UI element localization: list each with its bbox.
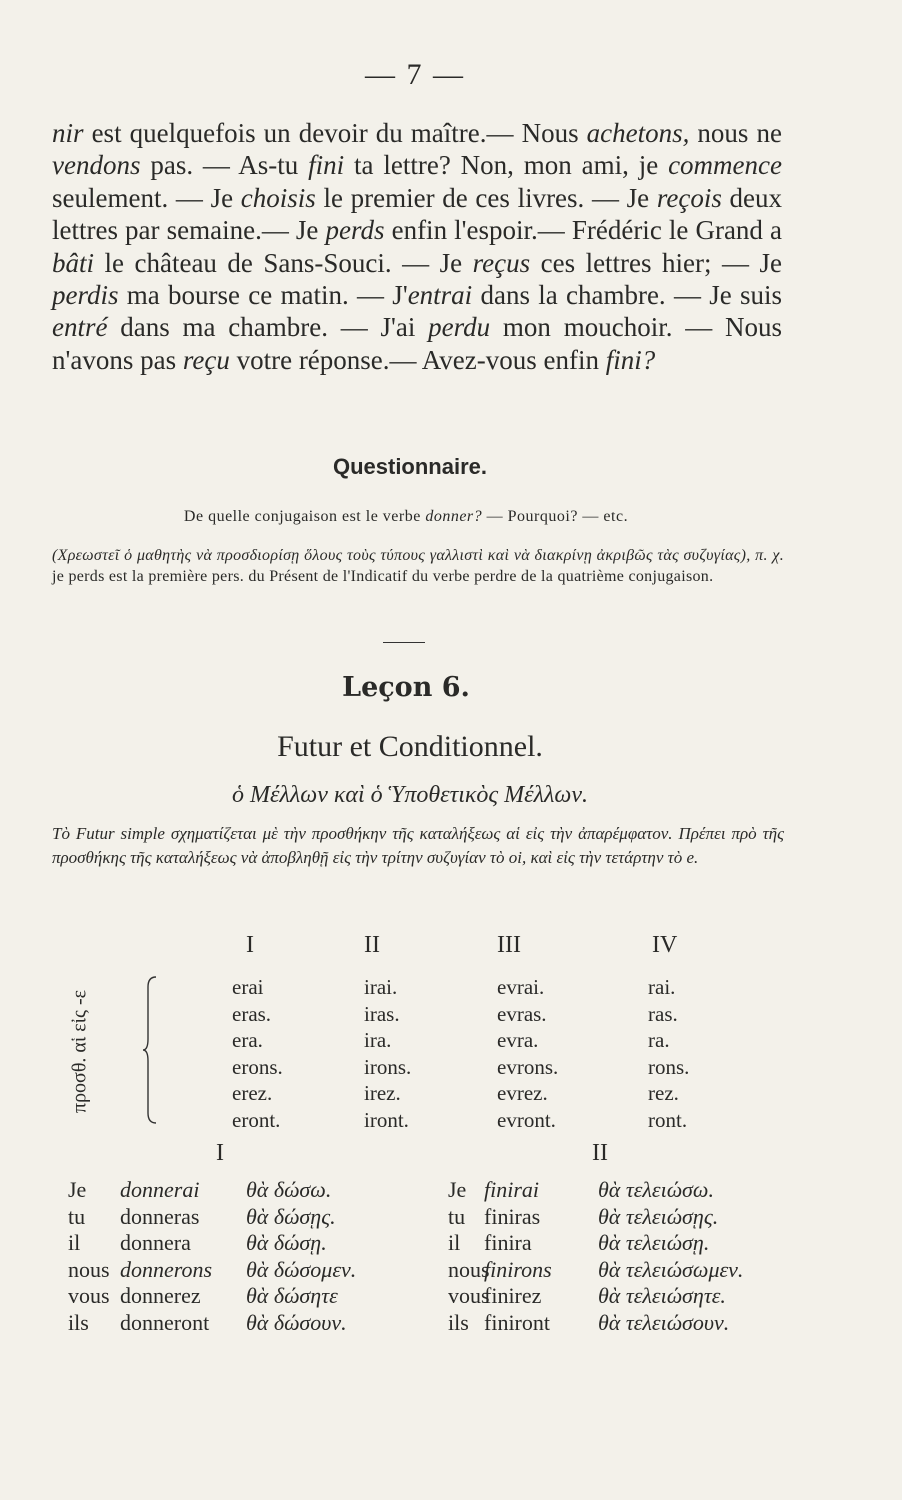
lesson-subtitle: Futur et Conditionnel. [277,730,543,763]
column-header: IV [652,932,678,958]
pronoun: il [448,1230,461,1255]
section-divider [383,642,425,643]
greek-paragraph: Τὸ Futur simple σχηματίζεται μὲ τὴν προσθήκην τῆς καταλήξεως αἱ εἰς τὴν ἀπαρέμφατον. Πρέπει πρὸ τῆς προσθήκης τῆς καταλήξεως νὰ ἀποβληθῇ εἰς τὴν τρίτην συζυγίαν τὸ oi, καὶ εἰς τὴν τετάρτην τὸ e. [52,824,784,867]
paragraph-run: entré [52,312,108,343]
ending-cell: irez. [364,1081,401,1105]
pronoun: tu [68,1203,86,1229]
pronoun: ils [68,1309,89,1335]
verb-form: finiront [484,1309,550,1335]
paragraph-run: perds [325,215,385,246]
questionnaire-note [52,545,784,587]
paragraph-run: reçus [472,247,531,278]
paragraph-run: dans la chambre. — Je suis [472,280,782,311]
greek-title: ὁ Μέλλων καὶ ὁ Ὑποθετικὸς Μέλλων. [232,782,588,808]
verb-form: finirai [484,1177,540,1202]
paragraph-run: choisis [240,182,316,213]
ending-cell: evront. [497,1107,556,1132]
ending-cell: irai. [364,975,398,999]
verb-form: donneras [120,1203,200,1229]
paragraph-run: fini? [605,344,656,375]
ending-cell: erez. [232,1081,273,1105]
paragraph-run: ma bourse ce matin. — J' [118,280,408,311]
paragraph-run: mon mouchoir. — Nous n'avons pas [52,312,782,375]
greek-translation: θὰ τελειώσῃ. [598,1230,710,1255]
paragraph-run: pas. — As-tu [140,150,309,181]
paragraph-run: est quelquefois un devoir du maître.— Nous [83,118,587,148]
paragraph-run: seulement. — Je [52,182,241,213]
ending-cell: erons. [232,1054,283,1079]
greek-translation: θὰ τελειώσῃς. [598,1203,719,1229]
ending-cell: era. [232,1028,263,1052]
note-run: je perds est la première pers. du Présent de l'Indicatif du verbe perdre de la quatrième conjugaison. [52,568,714,585]
paragraph-run: entrai [407,280,473,311]
ending-cell: evrez. [497,1081,548,1105]
pronoun: il [68,1230,81,1255]
question-run: donner? [425,508,483,525]
paragraph-run: nous ne [689,118,782,148]
verb-form: donnerai [120,1177,200,1202]
pronoun: vous [68,1283,110,1308]
column-header: I [246,932,254,958]
side-label: προσθ. αἱ εἰς -ε [68,989,91,1114]
note-run: (Χρεωστεῖ ὁ μαθητὴς νὰ προσδιορίσῃ ὅλους τοὺς τύπους γαλλιστὶ καὶ νὰ διακρίνῃ ἀκριβῶς τὰς συζυγίας), π. χ. [52,547,784,564]
ending-cell: evrai. [497,975,545,999]
brace-icon [142,975,158,1125]
paragraph-run: le château de Sans-Souci. — Je [94,247,473,278]
greek-translation: θὰ τελειώσουν. [598,1309,730,1335]
greek-translation: θὰ τελειώσωμεν. [598,1256,744,1282]
question-run: — Pourquoi? — etc. [482,508,629,525]
paragraph-run: bâti [52,247,95,278]
question-run: De quelle conjugaison est le verbe [183,508,426,525]
paragraph-run: deux lettres par semaine.— Je [52,182,782,246]
ending-cell: rai. [648,975,676,999]
ending-cell: rons. [648,1054,690,1079]
paragraph-run: commence [668,150,782,181]
pronoun: nous [68,1256,110,1282]
ending-cell: ra. [648,1028,670,1052]
paragraph-run: enfin l'espoir.— Frédéric le Grand a [384,215,782,246]
ending-cell: irons. [364,1054,412,1079]
pronoun: ils [448,1309,469,1335]
greek-translation: θὰ δώσῃ. [246,1230,327,1255]
ending-cell: eras. [232,1001,272,1026]
column-header: II [364,932,380,958]
ending-cell: iront. [364,1107,409,1132]
conjugation-header: II [592,1140,608,1166]
verb-form: donnera [120,1230,191,1255]
paragraph-run: perdu [428,312,491,343]
paragraph-run: vendons [52,150,141,181]
verb-form: donnerez [120,1283,201,1308]
paragraph-run: dans ma chambre. — J'ai [107,312,429,343]
verb-form: finiras [484,1203,541,1229]
ending-cell: eront. [232,1107,281,1132]
pronoun: Je [448,1177,467,1202]
ending-cell: evra. [497,1028,539,1052]
pronoun: vous [448,1283,490,1308]
verb-form: finirons [484,1256,552,1282]
greek-translation: θὰ δώσω. [246,1177,332,1202]
ending-cell: ront. [648,1107,688,1132]
exercise-paragraph [52,117,782,376]
greek-translation: θὰ δώσῃς. [246,1203,336,1229]
verb-form: finira [484,1230,532,1255]
pronoun: nous [448,1256,490,1282]
greek-translation: θὰ δώσομεν. [246,1256,357,1282]
paragraph-run: votre réponse.— Avez-vous enfin [229,344,606,375]
verb-form: finirez [484,1283,542,1308]
paragraph-run: reçois [656,182,722,213]
page-number: — 7 — [365,58,465,91]
ending-cell: rez. [648,1081,679,1105]
paragraph-run: perdis [52,280,119,311]
paragraph-run: reçu [182,344,230,375]
ending-cell: ras. [648,1001,678,1026]
greek-translation: θὰ τελειώσητε. [598,1283,726,1308]
questionnaire-title: Questionnaire. [332,454,488,479]
paragraph-run: ta lettre? Non, mon ami, je [344,150,669,181]
verb-form: donnerons [120,1256,213,1282]
greek-translation: θὰ δώσητε [246,1283,338,1308]
ending-cell: evrons. [497,1054,559,1079]
ending-cell: erai [232,975,264,999]
greek-translation: θὰ τελειώσω. [598,1177,714,1202]
paragraph-run: le premier de ces livres. — Je [315,182,657,213]
pronoun: tu [448,1203,466,1229]
questionnaire-question [0,508,812,526]
ending-cell: ira. [364,1028,392,1052]
column-header: III [497,932,521,958]
ending-cell: evras. [497,1001,547,1026]
paragraph-run: ces lettres hier; — Je [530,247,782,278]
paragraph-run: fini [308,150,345,181]
lesson-title: Leçon 6. [342,672,470,703]
verb-form: donneront [120,1309,210,1335]
ending-cell: iras. [364,1001,400,1026]
pronoun: Je [68,1177,87,1202]
greek-translation: θὰ δώσουν. [246,1309,347,1335]
paragraph-run: nir [52,118,84,148]
conjugation-header: I [216,1140,224,1166]
paragraph-run: achetons, [586,118,690,148]
